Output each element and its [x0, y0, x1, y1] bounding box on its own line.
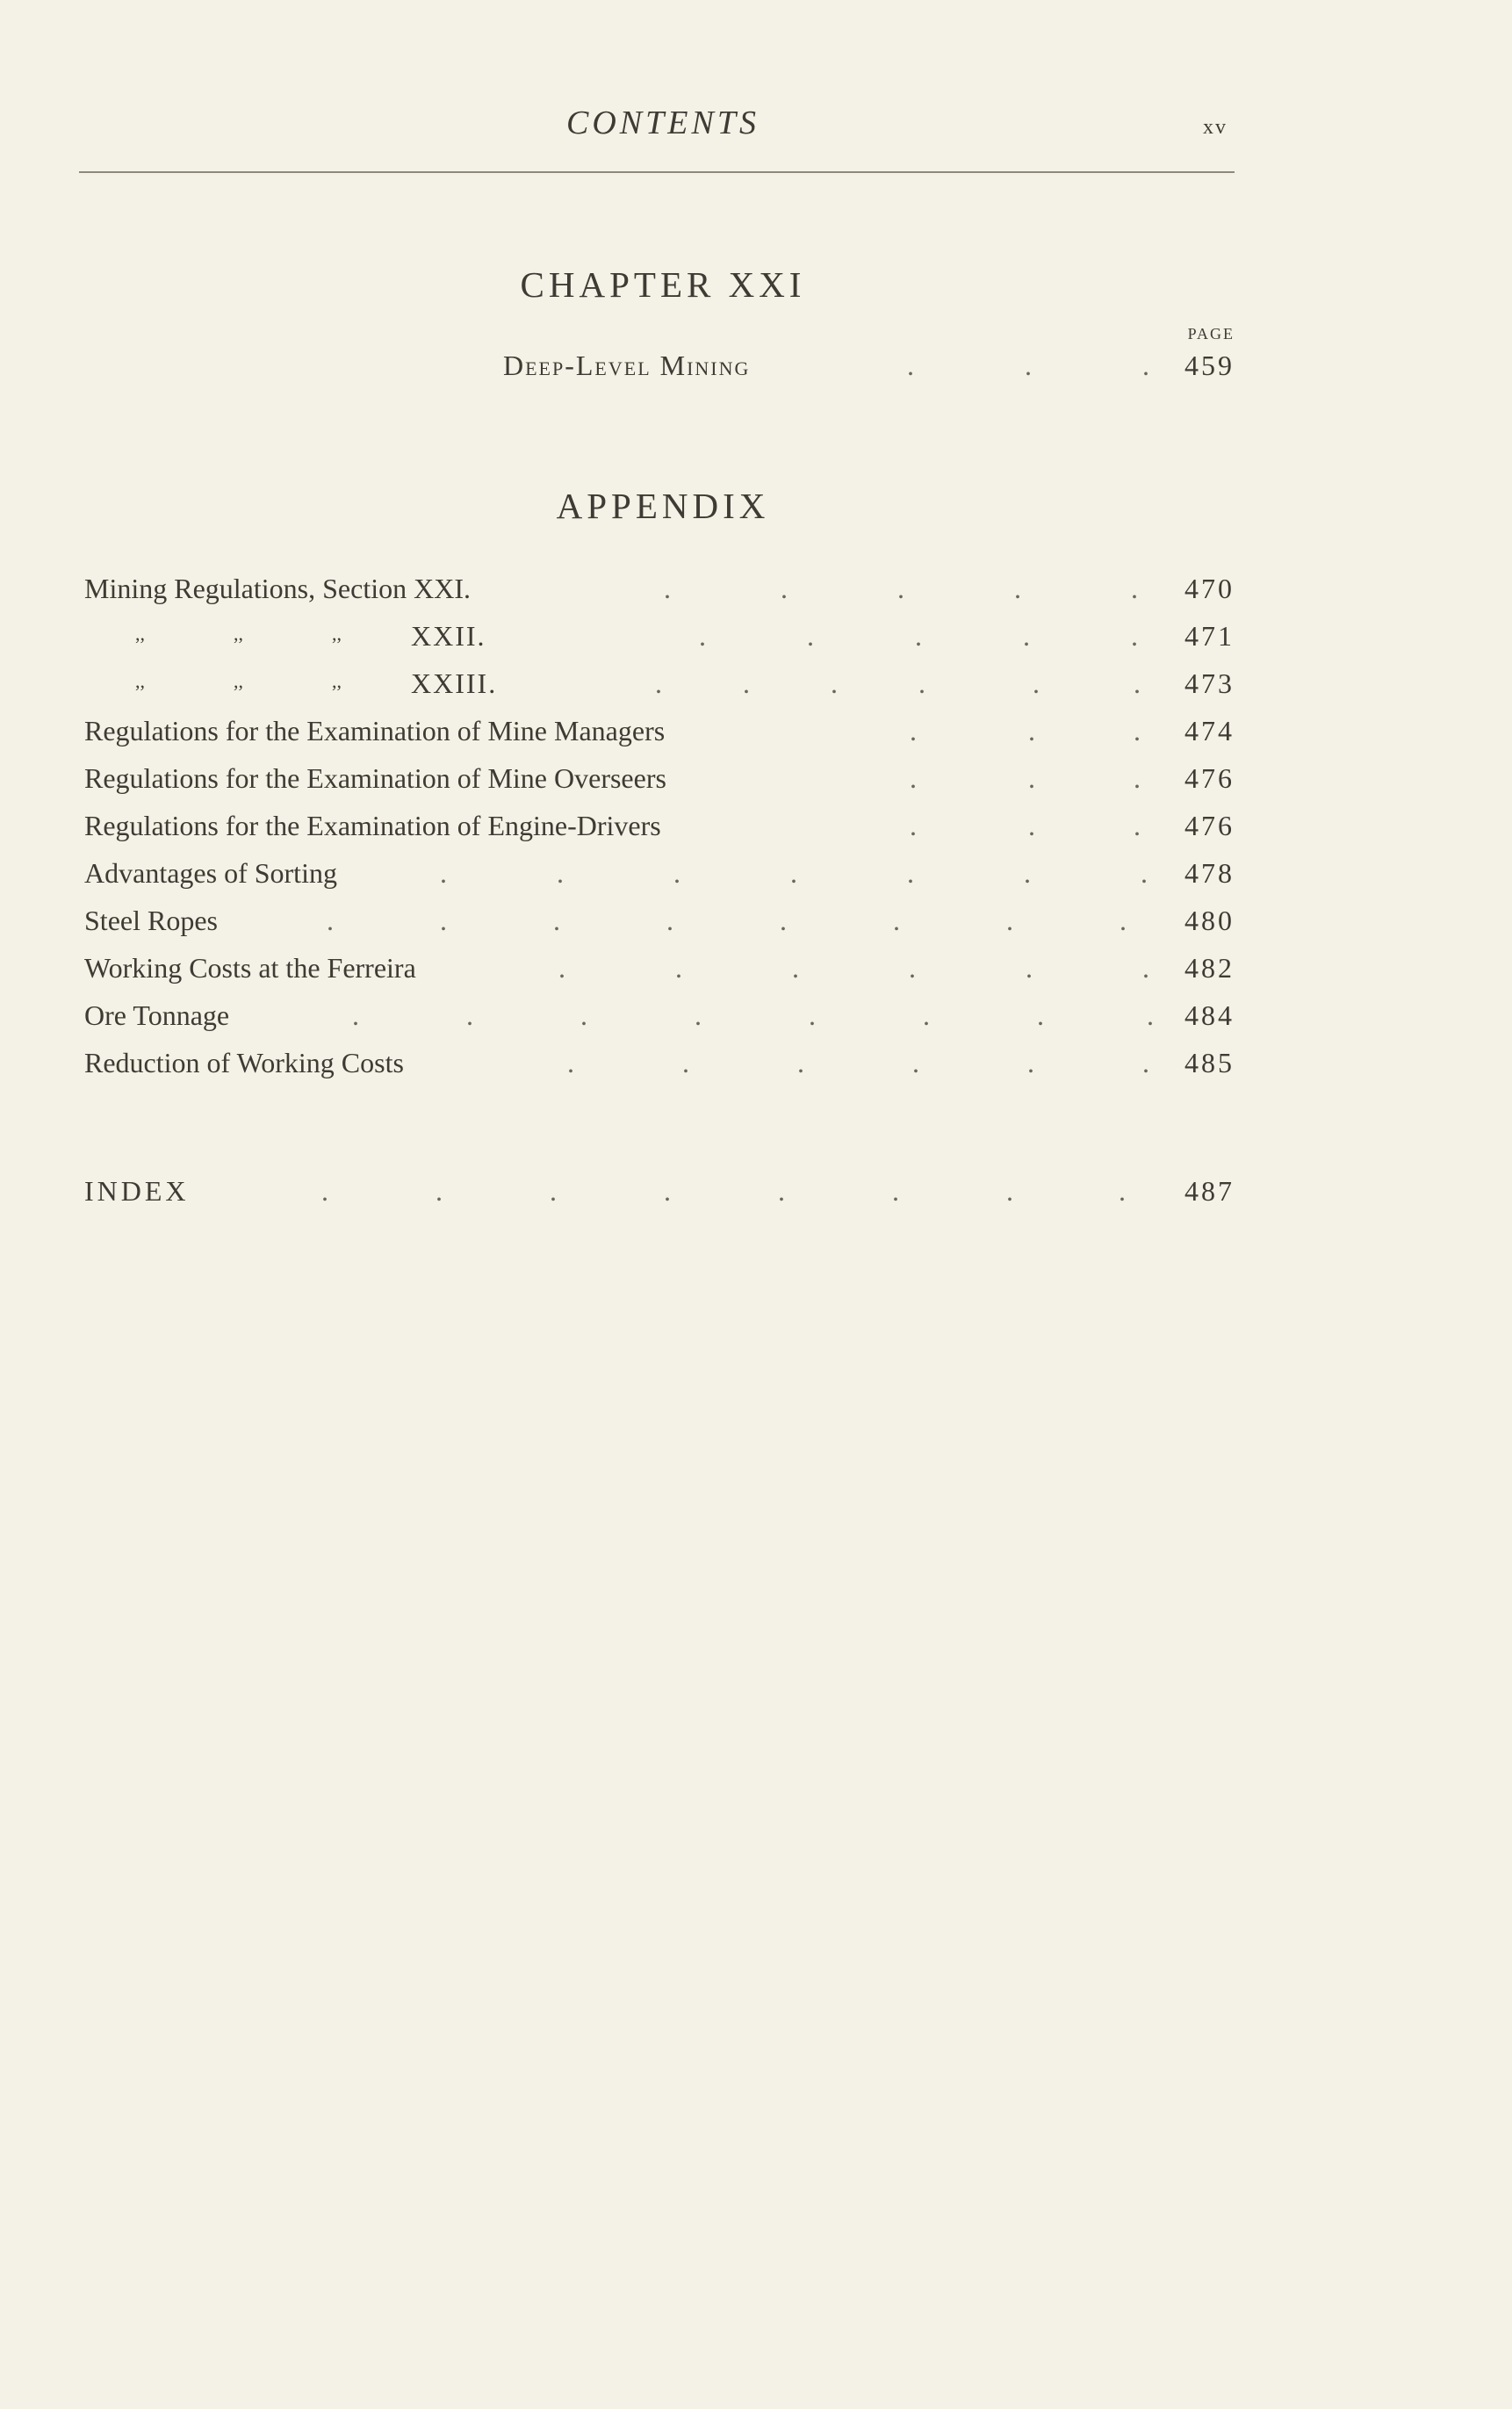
- toc-entry-page: 476: [1184, 762, 1235, 794]
- toc-entry[interactable]: Regulations for the Examination of Mine Managers . . . 474: [84, 715, 1235, 747]
- ditto-mark: ,,: [234, 623, 243, 645]
- toc-entry-label: Regulations for the Examination of Mine Managers: [84, 715, 666, 747]
- toc-entry-page: 474: [1184, 715, 1235, 747]
- ditto-mark: ,,: [332, 623, 342, 645]
- toc-entry-page: 473: [1184, 667, 1235, 699]
- toc-entry-page: 480: [1184, 905, 1235, 936]
- toc-entry-page: 485: [1184, 1047, 1235, 1078]
- ditto-mark: ,,: [135, 670, 145, 692]
- toc-entry[interactable]: ,, ,, ,, XXIII. . . . . . . 473: [135, 667, 1235, 699]
- chapter-heading: CHAPTER XXI: [520, 264, 806, 305]
- toc-entry[interactable]: ,, ,, ,, XXII. . . . . . 471: [135, 620, 1235, 652]
- running-head-folio: xv: [1203, 116, 1228, 139]
- ditto-mark: ,,: [135, 623, 145, 645]
- toc-entry-label: Mining Regulations, Section XXI.: [84, 573, 471, 604]
- toc-entry-label: Advantages of Sorting: [84, 857, 337, 889]
- appendix-heading: APPENDIX: [556, 486, 770, 526]
- ditto-mark: ,,: [332, 670, 342, 692]
- toc-entry-page: 471: [1184, 620, 1235, 652]
- toc-entry[interactable]: Advantages of Sorting . . . . . . . 478: [84, 857, 1235, 889]
- toc-entry-label: Regulations for the Examination of Engine-Drivers: [84, 810, 661, 841]
- toc-entry-label: INDEX: [84, 1175, 190, 1207]
- toc-entry[interactable]: Regulations for the Examination of Engine-Drivers . . . 476: [84, 810, 1235, 841]
- toc-entry-page: 484: [1184, 999, 1235, 1031]
- ditto-mark: ,,: [234, 670, 243, 692]
- toc-entry[interactable]: Reduction of Working Costs . . . . . . 485: [84, 1047, 1235, 1078]
- toc-entry-label: Working Costs at the Ferreira: [84, 952, 416, 984]
- page-column-label: PAGE: [1187, 325, 1235, 343]
- toc-entry-index[interactable]: INDEX . . . . . . . . 487: [84, 1175, 1235, 1207]
- toc-entry-label: XXIII.: [411, 667, 498, 699]
- toc-entry-label: Deep-Level Mining: [503, 350, 751, 381]
- toc-entry-page: 482: [1184, 952, 1235, 984]
- toc-entry-page: 478: [1184, 857, 1235, 889]
- toc-entry-page: 487: [1184, 1175, 1235, 1207]
- toc-entry-label: Ore Tonnage: [84, 999, 230, 1031]
- toc-entry-label: Steel Ropes: [84, 905, 218, 936]
- toc-entry[interactable]: Working Costs at the Ferreira . . . . . . 482: [84, 952, 1235, 984]
- toc-entry[interactable]: Regulations for the Examination of Mine Overseers . . . 476: [84, 762, 1235, 794]
- toc-entry-label: XXII.: [411, 620, 486, 652]
- toc-entry-page: 470: [1184, 573, 1235, 604]
- toc-entry[interactable]: Steel Ropes . . . . . . . . 480: [84, 905, 1235, 936]
- running-head-title: CONTENTS: [566, 105, 760, 141]
- header-rule: [79, 171, 1235, 173]
- toc-entry-page: 459: [1184, 350, 1235, 381]
- toc-entry[interactable]: Ore Tonnage . . . . . . . . 484: [84, 999, 1235, 1031]
- toc-entry[interactable]: Mining Regulations, Section XXI. . . . . . 470: [84, 573, 1235, 604]
- toc-entry-label: Regulations for the Examination of Mine Overseers: [84, 762, 666, 794]
- toc-entry-label: Reduction of Working Costs: [84, 1047, 404, 1078]
- toc-entry-page: 476: [1184, 810, 1235, 841]
- toc-entry-chapter[interactable]: Deep-Level Mining . . . 459: [503, 350, 1235, 381]
